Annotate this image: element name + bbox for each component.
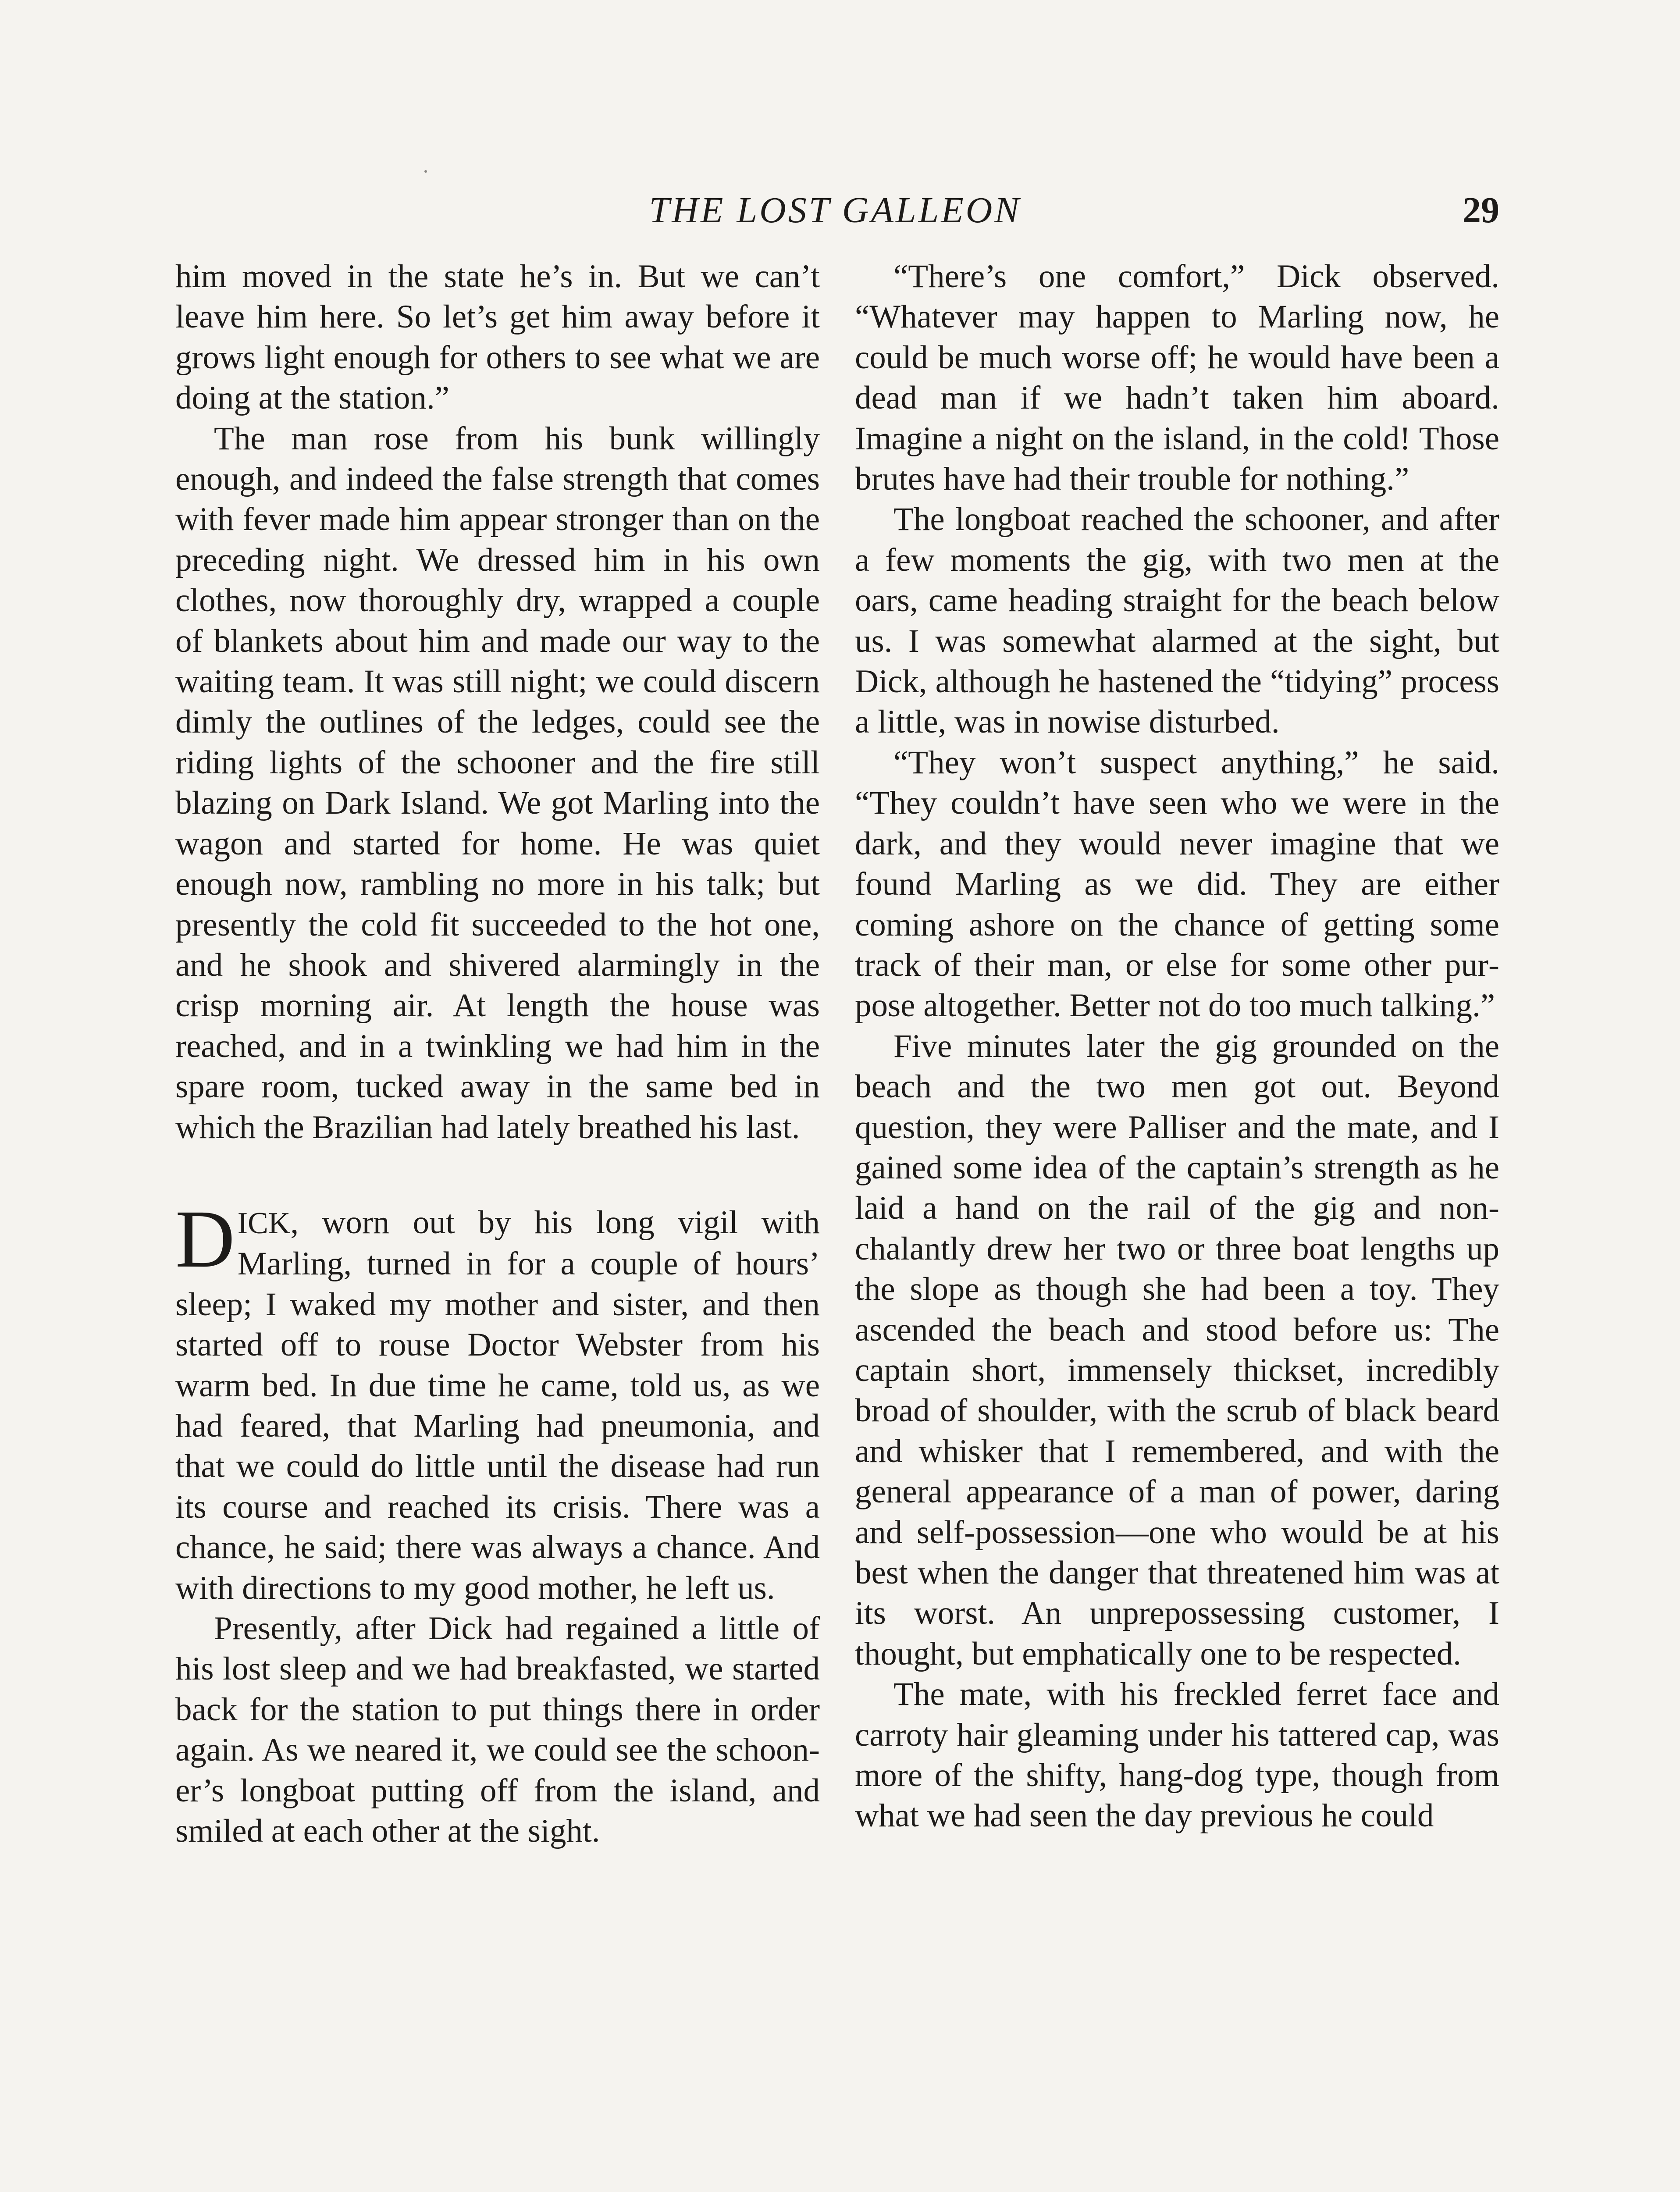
paragraph: “There’s one comfort,” Dick observed. “Whatever may happen to Marling now, he could be much worse off; he would have been a dead man if we hadn’t taken him aboard. Imagine a night on the island, in the cold! Those brutes have had their trouble for nothing.” (855, 258, 1499, 498)
paragraph: The mate, with his freckled ferret face and carroty hair gleaming under his tattered cap, was more of the shifty, hang-dog type, though from what we had seen the day previous he could (855, 1676, 1499, 1834)
right-column (855, 256, 1499, 1836)
paragraph: The man rose from his bunk willingly enough, and indeed the false strength that comes with fever made him appear stronger than on the preceding night. We dressed him in his own clothes, now thoroughly dry, wrapped a couple of blankets about him and made our way to the waiting team. It was still night; we could discern dimly the outlines of the ledges, could see the riding lights of the schooner and the fire still blazing on Dark Island. We got Marling into the wagon and started for home. He was quiet enough now, rambling no more in his talk; but presently the cold fit succeeded to the hot one, and he shook and shivered alarmingly in the crisp morning air. At length the house was reached, and in a twinkling we had him in the spare room, tucked away in the same bed in which the Brazilian had lately breathed his last. (175, 420, 820, 1146)
paragraph-text: , worn out by his long vigil with Marling, turned in for a couple of hours’ sleep; I waked my mother and sister, and then started off to rouse Doctor Webster from his warm bed. In due time he came, told us, as we had feared, that Marling had pneumonia, and that we could do little until the disease had run its course and reached its crisis. There was a chance, he said; there was always a chance. And with directions to my good mother, he left us. (175, 1204, 820, 1606)
paragraph: The longboat reached the schooner, and after a few moments the gig, with two men at the oars, came heading straight for the beach below us. I was somewhat alarmed at the sight, but Dick, although he hastened the “tidying” process a little, was in nowise disturbed. (855, 501, 1499, 740)
section-start-paragraph (175, 1192, 820, 1608)
paragraph: Presently, after Dick had regained a little of his lost sleep and we had breakfasted, we started back for the station to put things there in order again. As we neared it, we could see the schooner’s longboat putting off from the island, and smiled at each other at the sight. (175, 1610, 820, 1850)
small-caps-lead: ICK (237, 1206, 291, 1240)
page-number: 29 (1463, 190, 1499, 231)
print-speck (424, 170, 427, 173)
paragraph: “They won’t suspect anything,” he said. “They couldn’t have seen who we were in the dark, and they would never imagine that we found Marling as we did. They are either coming ashore on the chance of getting some track of their man, or else for some other purpose altogether. Better not do too much talking.” (855, 744, 1499, 1024)
left-column (175, 256, 820, 1851)
drop-cap: D (175, 1192, 235, 1285)
page-header (171, 186, 1499, 243)
paragraph: Five minutes later the gig grounded on the beach and the two men got out. Beyond question, they were Palliser and the mate, and I gained some idea of the captain’s strength as he laid a hand on the rail of the gig and nonchalantly drew her two or three boat lengths up the slope as though she had been a toy. They ascended the beach and stood before us: The captain short, immensely thickset, incredibly broad of shoulder, with the scrub of black beard and whisker that I remembered, and with the general appearance of a man of power, daring and self-possession—one who would be at his best when the danger that threatened him was at its worst. An unprepossessing customer, I thought, but emphatically one to be respected. (855, 1028, 1499, 1672)
paragraph: him moved in the state he’s in. But we can’t leave him here. So let’s get him away before it grows light enough for others to see what we are doing at the station.” (175, 258, 820, 416)
running-title: THE LOST GALLEON (649, 190, 1022, 231)
